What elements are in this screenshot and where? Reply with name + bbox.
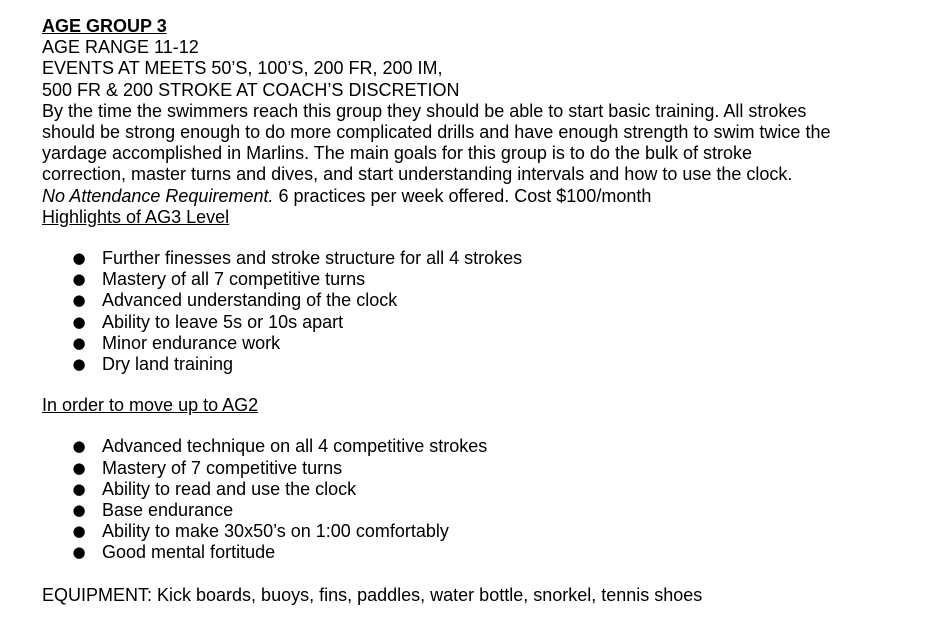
bullet-icon: ● <box>72 249 86 268</box>
list-item-text: Mastery of all 7 competitive turns <box>102 269 366 290</box>
equipment-line: EQUIPMENT: Kick boards, buoys, fins, paddles, water bottle, snorkel, tennis shoes <box>42 584 703 605</box>
list-item-text: Good mental fortitude <box>102 542 276 563</box>
list-item <box>42 521 902 542</box>
attendance-line <box>42 186 902 207</box>
events-line-2: 500 FR & 200 STROKE AT COACH’S DISCRETION <box>42 79 460 100</box>
list-item <box>42 436 902 457</box>
list-item <box>42 542 902 563</box>
highlights-heading: Highlights of AG3 Level <box>42 206 230 227</box>
list-item-text: Ability to read and use the clock <box>102 478 357 499</box>
list-item-text: Minor endurance work <box>102 332 281 353</box>
attendance-detail: 6 practices per week offered. Cost $100/month <box>273 185 652 206</box>
highlights-list <box>42 248 902 375</box>
list-item <box>42 458 902 479</box>
move-up-heading: In order to move up to AG2 <box>42 395 259 416</box>
bullet-icon: ● <box>72 501 86 520</box>
list-item <box>42 354 902 375</box>
bullet-icon: ● <box>72 312 86 331</box>
bullet-icon: ● <box>72 270 86 289</box>
bullet-icon: ● <box>72 291 86 310</box>
list-item-text: Ability to make 30x50’s on 1:00 comfortably <box>102 521 449 542</box>
list-item-text: Base endurance <box>102 500 234 521</box>
list-item <box>42 248 902 269</box>
bullet-icon: ● <box>72 543 86 562</box>
bullet-icon: ● <box>72 437 86 456</box>
list-item <box>42 290 902 311</box>
move-up-list <box>42 436 902 563</box>
list-item <box>42 479 902 500</box>
age-range: AGE RANGE 11-12 <box>42 37 199 58</box>
page-title: AGE GROUP 3 <box>42 16 167 36</box>
list-item-text: Advanced technique on all 4 competitive strokes <box>102 436 488 457</box>
list-item <box>42 333 902 354</box>
list-item <box>42 269 902 290</box>
bullet-icon: ● <box>72 458 86 477</box>
description-paragraph: By the time the swimmers reach this group they should be able to start basic training. All strokes should be strong enough to do more complicated drills and have enough strength to swim twice the yardage accomplished in Marlins. The main goals for this group is to do the bulk of stroke correction, master turns and dives, and start understanding intervals and how to use the clock. <box>42 100 831 185</box>
bullet-icon: ● <box>72 333 86 352</box>
list-item-text: Mastery of 7 competitive turns <box>102 457 343 478</box>
bullet-icon: ● <box>72 479 86 498</box>
attendance-note: No Attendance Requirement. <box>42 185 274 206</box>
list-item <box>42 500 902 521</box>
list-item-text: Dry land training <box>102 354 234 375</box>
list-item-text: Further finesses and stroke structure for all 4 strokes <box>102 248 523 269</box>
list-item-text: Ability to leave 5s or 10s apart <box>102 311 344 332</box>
bullet-icon: ● <box>72 355 86 374</box>
list-item-text: Advanced understanding of the clock <box>102 290 398 311</box>
bullet-icon: ● <box>72 522 86 541</box>
events-line-1: EVENTS AT MEETS 50’S, 100’S, 200 FR, 200 IM, <box>42 58 443 79</box>
list-item <box>42 312 902 333</box>
spacer <box>42 375 902 395</box>
